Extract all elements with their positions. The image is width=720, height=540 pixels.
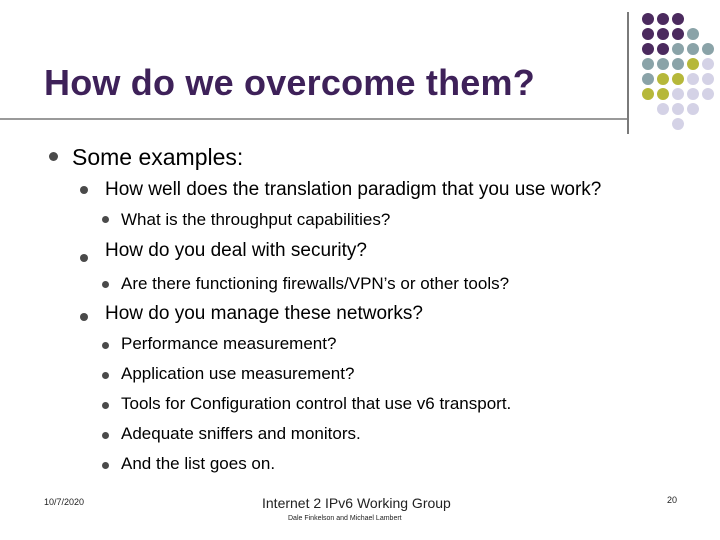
decor-dot bbox=[672, 73, 684, 85]
bullet-level1-text: Some examples: bbox=[72, 144, 244, 170]
footer-date: 10/7/2020 bbox=[44, 497, 85, 507]
decor-dot bbox=[687, 103, 699, 115]
bullet-level3-text: Are there functioning firewalls/VPN’s or other tools? bbox=[121, 274, 510, 293]
bullet-level3-text: Tools for Configuration control that use v6 transport. bbox=[121, 394, 512, 413]
bullet-icon bbox=[102, 372, 109, 379]
bullet-level2-text: How do you deal with security? bbox=[105, 240, 367, 261]
bullet-level3-text: And the list goes on. bbox=[121, 454, 276, 473]
decor-dot bbox=[687, 43, 699, 55]
decor-dot bbox=[657, 28, 669, 40]
bullet-level2-text: How do you manage these networks? bbox=[105, 303, 423, 324]
bullet-icon bbox=[102, 281, 109, 288]
decor-dot bbox=[642, 13, 654, 25]
decor-dot bbox=[642, 88, 654, 100]
decor-dot bbox=[672, 88, 684, 100]
decor-dot bbox=[702, 58, 714, 70]
decor-dot bbox=[657, 103, 669, 115]
decor-dot bbox=[672, 28, 684, 40]
bullet-icon bbox=[80, 254, 88, 262]
decor-dot bbox=[657, 13, 669, 25]
decor-dot bbox=[702, 43, 714, 55]
footer-authors: Dale Finkelson and Michael Lambert bbox=[288, 515, 402, 522]
decor-dot bbox=[672, 43, 684, 55]
bullet-level3-text: Adequate sniffers and monitors. bbox=[121, 424, 361, 443]
bullet-level3-text: Performance measurement? bbox=[121, 334, 337, 353]
bullet-icon bbox=[102, 216, 109, 223]
decor-dot bbox=[642, 43, 654, 55]
decor-dot bbox=[687, 73, 699, 85]
bullet-level3-text: What is the throughput capabilities? bbox=[121, 210, 391, 229]
decor-dot bbox=[657, 88, 669, 100]
bullet-icon bbox=[80, 313, 88, 321]
decor-dot bbox=[687, 58, 699, 70]
decor-dot bbox=[642, 73, 654, 85]
bullet-icon bbox=[49, 152, 58, 161]
decor-dot bbox=[672, 118, 684, 130]
decor-dot bbox=[642, 58, 654, 70]
bullet-level2-text: How well does the translation paradigm that you use work? bbox=[105, 179, 602, 200]
bullet-icon bbox=[102, 342, 109, 349]
bullet-icon bbox=[102, 462, 109, 469]
decor-dot bbox=[687, 28, 699, 40]
decor-dot bbox=[687, 88, 699, 100]
decor-dot bbox=[642, 28, 654, 40]
decor-dot bbox=[657, 43, 669, 55]
decor-dot bbox=[702, 88, 714, 100]
bullet-icon bbox=[80, 186, 88, 194]
bullet-icon bbox=[102, 432, 109, 439]
slide-title: How do we overcome them? bbox=[44, 62, 535, 103]
decor-dot bbox=[657, 58, 669, 70]
page-number: 20 bbox=[667, 495, 678, 505]
decor-dot bbox=[702, 73, 714, 85]
footer-title: Internet 2 IPv6 Working Group bbox=[262, 495, 451, 511]
bullet-icon bbox=[102, 402, 109, 409]
decor-dot bbox=[672, 13, 684, 25]
decor-dot bbox=[657, 73, 669, 85]
decor-dot bbox=[672, 58, 684, 70]
bullet-level3-text: Application use measurement? bbox=[121, 364, 355, 383]
dot-grid-decoration bbox=[0, 0, 720, 140]
decor-dot bbox=[672, 103, 684, 115]
